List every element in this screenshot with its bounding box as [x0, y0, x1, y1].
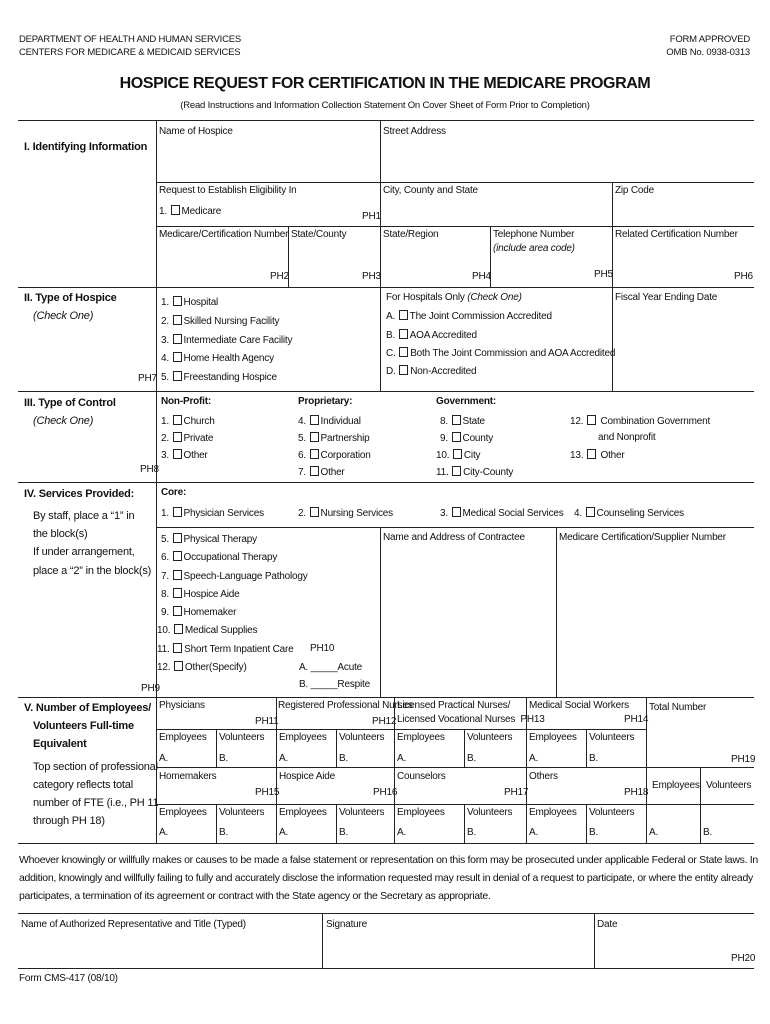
contractee-field[interactable] — [382, 546, 554, 695]
corporation-checkbox[interactable] — [310, 449, 319, 459]
ph17-label: PH17 — [504, 787, 529, 798]
respite-label: B. _____Respite — [299, 679, 370, 690]
services-instr-3: If under arrangement, — [33, 546, 135, 558]
services-instr-2: the block(s) — [33, 528, 88, 540]
control-np-other: 3. Other — [161, 450, 208, 461]
co-a[interactable]: A. — [397, 827, 407, 838]
date-field[interactable] — [596, 933, 752, 966]
warning-line-2: addition, knowingly and willfully failing to fully and accurately disclose the information requested may result in denial of a request to participate, or where the entity already — [19, 872, 753, 884]
ph15-label: PH15 — [255, 787, 280, 798]
hm-a[interactable]: A. — [159, 827, 169, 838]
counselors-label: Counselors — [397, 771, 446, 782]
total-a[interactable]: A. — [649, 827, 659, 838]
phys-b[interactable]: B. — [219, 753, 229, 764]
lpn-label-1: Licensed Practical Nurses/ — [397, 700, 511, 711]
section-3-label: III. Type of Control — [24, 397, 116, 409]
control-private: 2. Private — [161, 433, 214, 444]
individual-checkbox[interactable] — [310, 415, 319, 425]
section-2-label: II. Type of Hospice — [24, 292, 117, 304]
lpn-b[interactable]: B. — [467, 753, 477, 764]
partnership-checkbox[interactable] — [310, 432, 319, 442]
county-checkbox[interactable] — [452, 432, 461, 442]
phys-employees-label: Employees — [159, 732, 207, 743]
section-2-check-one: (Check One) — [33, 310, 94, 322]
signature-field[interactable] — [324, 933, 592, 966]
ph3-label: PH3 — [362, 271, 381, 282]
control-city-county: 11. City-County — [436, 467, 514, 478]
core-physician: 1. Physician Services — [161, 508, 264, 519]
inpatient-box[interactable] — [173, 643, 182, 653]
ph8-label: PH8 — [140, 464, 159, 475]
accred-aoa: B. AOA Accredited — [386, 330, 477, 341]
state-county-label: State/County — [291, 229, 347, 240]
snf-checkbox[interactable] — [173, 315, 182, 325]
rep-name-label: Name of Authorized Representative and Title (Typed) — [21, 919, 246, 930]
private-checkbox[interactable] — [173, 432, 182, 442]
form-approved: FORM APPROVED — [669, 34, 750, 45]
city-checkbox[interactable] — [453, 449, 462, 459]
ot-b[interactable]: B. — [589, 827, 599, 838]
ph18-label: PH18 — [624, 787, 649, 798]
nursing-services-box[interactable] — [310, 507, 319, 517]
ph10-label: PH10 — [310, 643, 335, 654]
ha-b[interactable]: B. — [339, 827, 349, 838]
control-corporation: 6. Corporation — [298, 450, 371, 461]
np-other-checkbox[interactable] — [173, 449, 182, 459]
msw-b[interactable]: B. — [589, 753, 599, 764]
ot-box[interactable] — [173, 551, 182, 561]
street-address-label: Street Address — [383, 126, 446, 137]
signature-label: Signature — [326, 919, 368, 930]
ha-employees-label: Employees — [279, 807, 327, 818]
cert-number-label: Medicare/Certification Number — [159, 229, 289, 240]
co-employees-label: Employees — [397, 807, 445, 818]
rep-name-field[interactable] — [20, 933, 320, 966]
core-nursing: 2. Nursing Services — [298, 508, 393, 519]
control-partnership: 5. Partnership — [298, 433, 370, 444]
rn-volunteers-label: Volunteers — [339, 732, 385, 743]
hm-employees-label: Employees — [159, 807, 207, 818]
ph6-label: PH6 — [734, 271, 753, 282]
homemakers-label: Homemakers — [159, 771, 217, 782]
rn-b[interactable]: B. — [339, 753, 349, 764]
related-cert-label: Related Certification Number — [615, 229, 738, 240]
combination-checkbox[interactable] — [587, 415, 596, 425]
accred-none: D. Non-Accredited — [386, 366, 477, 377]
name-of-hospice-label: Name of Hospice — [159, 126, 233, 137]
msw-label: Medical Social Workers — [529, 700, 629, 711]
svc-ot: 6. Occupational Therapy — [161, 552, 278, 563]
services-instr-4: place a “2” in the block(s) — [33, 565, 152, 577]
ot-volunteers-label: Volunteers — [589, 807, 635, 818]
core-heading: Core: — [161, 487, 187, 498]
ph1-label: PH1 — [362, 211, 381, 222]
dept-line-1: DEPARTMENT OF HEALTH AND HUMAN SERVICES — [19, 34, 241, 45]
ph9-label: PH9 — [141, 683, 160, 694]
include-area-code: (include area code) — [493, 243, 575, 254]
lpn-volunteers-label: Volunteers — [467, 732, 513, 743]
svc-homemaker: 9. Homemaker — [161, 607, 237, 618]
control-individual: 4. Individual — [298, 416, 361, 427]
proprietary-heading: Proprietary: — [298, 396, 353, 407]
medical-social-services-box[interactable] — [452, 507, 461, 517]
hm-b[interactable]: B. — [219, 827, 229, 838]
city-county-state-label: City, County and State — [383, 185, 478, 196]
svc-inpatient: 11. Short Term Inpatient Care — [157, 644, 294, 655]
msw-volunteers-label: Volunteers — [589, 732, 635, 743]
pt-box[interactable] — [173, 533, 182, 543]
control-pr-other: 7. Other — [298, 467, 345, 478]
msw-a[interactable]: A. — [529, 753, 539, 764]
supplier-number-field[interactable] — [558, 546, 752, 695]
section-5-desc-4: through PH 18) — [33, 815, 105, 827]
freestanding-checkbox[interactable] — [173, 371, 182, 381]
control-city: 10. City — [436, 450, 481, 461]
section-1-label: I. Identifying Information — [24, 141, 148, 153]
msw-employees-label: Employees — [529, 732, 577, 743]
contractee-label: Name and Address of Contractee — [383, 532, 525, 543]
acute-label: A. _____Acute — [299, 662, 363, 673]
rn-a[interactable]: A. — [279, 753, 289, 764]
lpn-employees-label: Employees — [397, 732, 445, 743]
ot-a[interactable]: A. — [529, 827, 539, 838]
svc-supplies: 10. Medical Supplies — [157, 625, 258, 636]
zip-code-label: Zip Code — [615, 185, 654, 196]
hospice-type-hha: 4. Home Health Agency — [161, 353, 274, 364]
medicare-option: 1. Medicare — [159, 206, 222, 217]
accred-joint: A. The Joint Commission Accredited — [386, 311, 552, 322]
reg-nurses-label: Registered Professional Nurses — [278, 700, 413, 711]
ph4-label: PH4 — [472, 271, 491, 282]
lpn-label-2: Licensed Vocational Nurses PH13 — [397, 714, 545, 725]
ot-employees-label: Employees — [529, 807, 577, 818]
government-heading: Government: — [436, 396, 497, 407]
section-4-label: IV. Services Provided: — [24, 488, 135, 500]
ha-a[interactable]: A. — [279, 827, 289, 838]
control-combination: 12. Combination Government — [570, 416, 711, 427]
form-id: Form CMS-417 (08/10) — [19, 973, 118, 984]
non-accredited-checkbox[interactable] — [399, 365, 408, 375]
control-other-13: 13. Other — [570, 450, 625, 461]
core-counseling: 4. Counseling Services — [574, 508, 684, 519]
ph20-label: PH20 — [731, 953, 756, 964]
church-checkbox[interactable] — [173, 415, 182, 425]
svc-other: 12. Other(Specify) — [157, 662, 247, 673]
form-subtitle: (Read Instructions and Information Collection Statement On Cover Sheet of Form Prior to Completion) — [180, 100, 590, 111]
request-eligibility-label: Request to Establish Eligibility In — [159, 185, 297, 196]
hospice-aide-label: Hospice Aide — [279, 771, 335, 782]
hospice-type-freestanding: 5. Freestanding Hospice — [161, 372, 277, 383]
pr-other-checkbox[interactable] — [310, 466, 319, 476]
aide-box[interactable] — [173, 588, 182, 598]
icf-checkbox[interactable] — [173, 334, 182, 344]
physician-services-box[interactable] — [173, 507, 182, 517]
hospitals-only-label: For Hospitals Only (Check One) — [386, 292, 522, 303]
hospice-type-snf: 2. Skilled Nursing Facility — [161, 316, 280, 327]
phys-a[interactable]: A. — [159, 753, 169, 764]
name-of-hospice-field[interactable] — [158, 140, 378, 180]
total-b[interactable]: B. — [703, 827, 713, 838]
control-church: 1. Church — [161, 416, 215, 427]
telephone-label: Telephone Number — [493, 229, 575, 240]
lpn-a[interactable]: A. — [397, 753, 407, 764]
co-b[interactable]: B. — [467, 827, 477, 838]
accred-both: C. Both The Joint Commission and AOA Accredited — [386, 348, 616, 359]
co-volunteers-label: Volunteers — [467, 807, 513, 818]
date-label: Date — [597, 919, 618, 930]
supplier-number-label: Medicare Certification/Supplier Number — [559, 532, 726, 543]
ph12-label: PH12 — [372, 716, 397, 727]
svc-slp: 7. Speech-Language Pathology — [161, 571, 308, 582]
ph14-label: PH14 — [624, 714, 649, 725]
nonprofit-heading: Non-Profit: — [161, 396, 212, 407]
state-region-label: State/Region — [383, 229, 439, 240]
supplies-box[interactable] — [174, 624, 183, 634]
control-state: 8. State — [440, 416, 485, 427]
total-number-label: Total Number — [649, 702, 707, 713]
hha-checkbox[interactable] — [173, 352, 182, 362]
control-county: 9. County — [440, 433, 494, 444]
counseling-services-box[interactable] — [586, 507, 595, 517]
street-address-field[interactable] — [382, 140, 752, 180]
svc-aide: 8. Hospice Aide — [161, 589, 240, 600]
hospice-type-hospital: 1. Hospital — [161, 297, 219, 308]
phys-volunteers-label: Volunteers — [219, 732, 265, 743]
ha-volunteers-label: Volunteers — [339, 807, 385, 818]
fiscal-year-label: Fiscal Year Ending Date — [615, 292, 718, 303]
aoa-checkbox[interactable] — [399, 329, 408, 339]
medicare-checkbox[interactable] — [171, 205, 180, 215]
svc-pt: 5. Physical Therapy — [161, 534, 257, 545]
homemaker-box[interactable] — [173, 606, 182, 616]
section-5-label-3: Equivalent — [33, 738, 87, 750]
section-3-check-one: (Check One) — [33, 415, 94, 427]
section-5-desc-1: Top section of professional — [33, 761, 158, 773]
others-label: Others — [529, 771, 558, 782]
ph16-label: PH16 — [373, 787, 398, 798]
total-volunteers-label: Volunteers — [706, 780, 752, 791]
section-5-desc-2: category reflects total — [33, 779, 133, 791]
slp-box[interactable] — [173, 570, 182, 580]
section-5-label-1: V. Number of Employees/ — [24, 702, 152, 714]
hospital-checkbox[interactable] — [173, 296, 182, 306]
warning-line-1: Whoever knowingly or willfully makes or causes to be made a false statement or representation on this form may be prosecuted under applicable Federal or State laws. In — [19, 854, 758, 866]
state-checkbox[interactable] — [452, 415, 461, 425]
dept-line-2: CENTERS FOR MEDICARE & MEDICAID SERVICES — [19, 47, 241, 58]
city-county-checkbox[interactable] — [452, 466, 461, 476]
ph5-label: PH5 — [594, 269, 613, 280]
ph7-label: PH7 — [138, 373, 157, 384]
rn-employees-label: Employees — [279, 732, 327, 743]
ph2-label: PH2 — [270, 271, 289, 282]
ph11-label: PH11 — [255, 716, 279, 727]
ph19-label: PH19 — [731, 754, 756, 765]
hospice-type-icf: 3. Intermediate Care Facility — [161, 335, 293, 346]
joint-commission-checkbox[interactable] — [399, 310, 408, 320]
hm-volunteers-label: Volunteers — [219, 807, 265, 818]
physicians-label: Physicians — [159, 700, 205, 711]
other-specify-box[interactable] — [174, 661, 183, 671]
services-instr-1: By staff, place a “1” in — [33, 510, 135, 522]
both-accred-checkbox[interactable] — [399, 347, 408, 357]
section-5-desc-3: number of FTE (i.e., PH 11 — [33, 797, 159, 809]
combination-line-2: and Nonprofit — [598, 432, 656, 443]
other-13-checkbox[interactable] — [587, 449, 596, 459]
core-mss: 3. Medical Social Services — [440, 508, 564, 519]
section-5-label-2: Volunteers Full-time — [33, 720, 134, 732]
form-title: HOSPICE REQUEST FOR CERTIFICATION IN THE MEDICARE PROGRAM — [119, 75, 651, 92]
omb-number: OMB No. 0938-0313 — [666, 47, 750, 58]
warning-line-3: participates, a termination of its agreement or contract with the State agency or the Secretary as appropriate. — [19, 890, 491, 902]
total-employees-label: Employees — [652, 780, 700, 791]
